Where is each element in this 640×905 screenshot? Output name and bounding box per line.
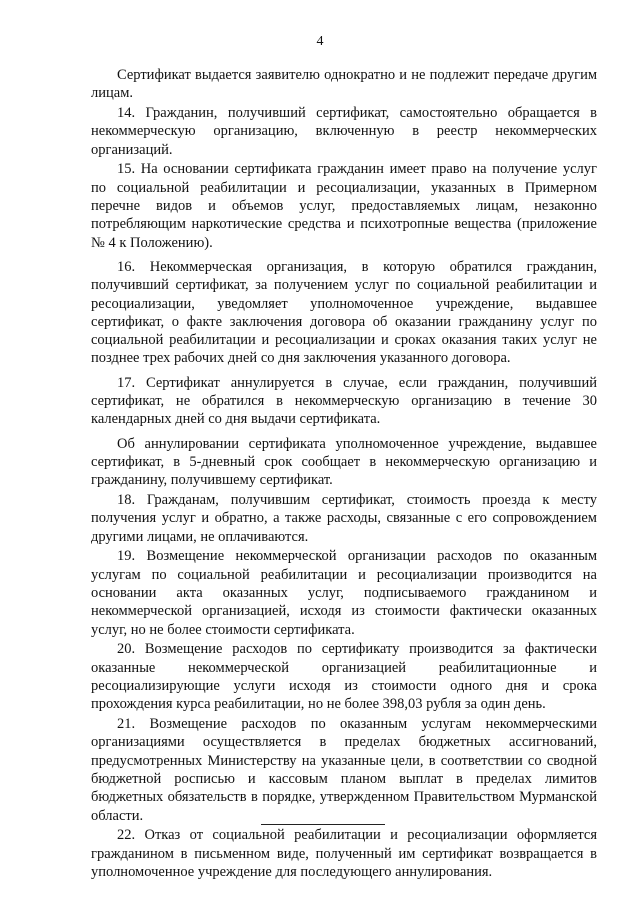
- paragraph-19: 19. Возмещение некоммерческой организации расходов по оказанным услугам по социальной реабилитации и ресоциализации производится на основании акта оказанных услуг, подписываемого гражданином и некоммерческой организацией, исходя из стоимости фактически оказанных услуг, но не более стоимости сертификата.: [91, 548, 597, 638]
- paragraph-15: 15. На основании сертификата гражданин имеет право на получение услуг по социальной реабилитации и ресоциализации, указанных в Примерном перечне видов и объемов услуг, предоставляемых лицам, незаконно потребляющим наркотические средства и психотропные вещества (приложение № 4 к Положению).: [91, 161, 597, 251]
- paragraph-17: 17. Сертификат аннулируется в случае, если гражданин, получивший сертификат, не обратился в некоммерческую организацию в течение 30 календарных дней со дня выдачи сертификата.: [91, 374, 597, 428]
- paragraph-certificate-issuance: Сертификат выдается заявителю однократно и не подлежит передаче другим лицам.: [91, 67, 597, 102]
- document-body: [91, 66, 597, 883]
- paragraph-18: 18. Гражданам, получившим сертификат, стоимость проезда к месту получения услуг и обратно, а также расходы, связанные с его сопровождением другими лицами, не оплачиваются.: [91, 492, 597, 545]
- paragraph-17-annulment-notice: Об аннулировании сертификата уполномоченное учреждение, выдавшее сертификат, в 5-дневный срок сообщает в некоммерческую организацию и гражданину, получившему сертификат.: [91, 435, 597, 489]
- paragraph-20: 20. Возмещение расходов по сертификату производится за фактически оказанные некоммерческой организацией реабилитационные и ресоциализирующие услуги исходя из стоимости одного дня и срока прохождения курса реабилитации, но не более 398,03 рубля за один день.: [91, 641, 597, 713]
- end-of-text-rule: [261, 824, 385, 825]
- paragraph-21: 21. Возмещение расходов по оказанным услугам некоммерческими организациями осуществляется в пределах бюджетных ассигнований, предусмотренных Министерству на указанные цели, в соответствии со сводной бюджетной росписью и кассовым планом выплат в пределах лимитов бюджетных обязательств в порядке, утвержденном Правительством Мурманской области.: [91, 716, 597, 824]
- paragraph-14: 14. Гражданин, получивший сертификат, самостоятельно обращается в некоммерческую организацию, включенную в реестр некоммерческих организаций.: [91, 105, 597, 158]
- paragraph-22: 22. Отказ от социальной реабилитации и ресоциализации оформляется гражданином в письменном виде, полученный им сертификат возвращается в уполномоченное учреждение для последующего аннулирования.: [91, 827, 597, 880]
- page-number: 4: [316, 34, 324, 49]
- paragraph-16: 16. Некоммерческая организация, в которую обратился гражданин, получивший сертификат, за получением услуг по социальной реабилитации и ресоциализации, уведомляет уполномоченное учреждение, выдавшее сертификат, о факте заключения договора об оказании гражданину услуг по социальной реабилитации и ресоциализации и сроках оказания таких услуг не позднее трех рабочих дней со дня заключения указанного договора.: [91, 258, 597, 367]
